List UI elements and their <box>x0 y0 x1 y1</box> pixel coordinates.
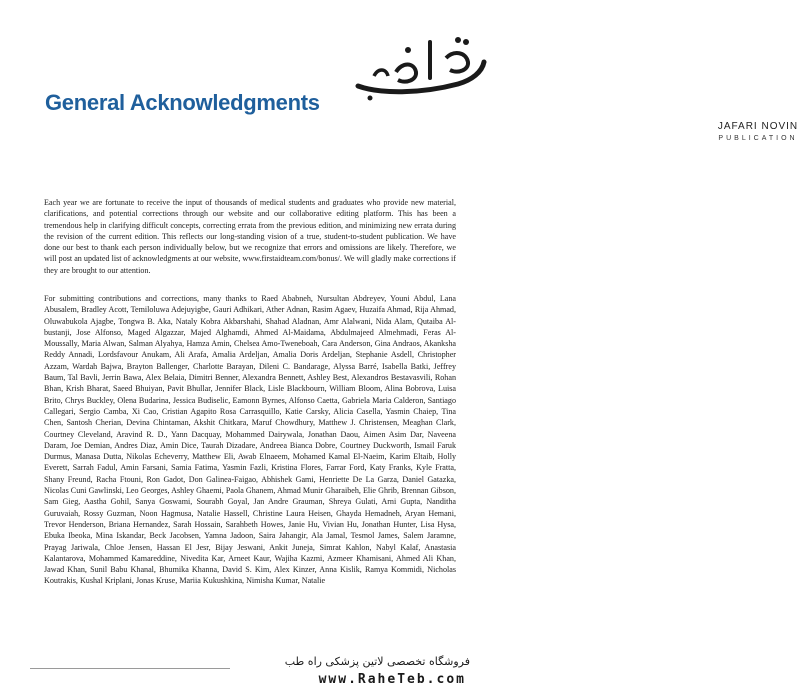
page-title: General Acknowledgments <box>45 90 320 115</box>
publisher-logo <box>340 8 799 148</box>
footer-website-link[interactable]: www.RaheTeb.com <box>318 672 466 687</box>
publisher-subtitle: PUBLICATION <box>718 135 798 142</box>
contributors-paragraph: For submitting contributions and corrections, many thanks to Raed Ababneh, Nursultan Abdreyev, Youni Abdul, Lana Abusalem, Bradley Acott, Temiloluwa Adejuyigbe, Gauri Adhikari, Ather Adnan, Rasim Agaev, Huzaifa Ahmad, Rija Ahmad, Oluwabukola Ajagbe, Tongwa B. Aka, Nataly Kobra Akbarshahi, Shahad Aladnan, Amr Alalwani, Nida Alam, Qutaiba Al-bustanji, Jose Alfonso, Maged Algazzar, Majed Alghamdi, Ahmed Al-Maidama, Abdulmajeed Almehmadi, Feras Al-Moussally, Maria Alwan, Salman Alyahya, Hamza Amin, Chelsea Amo-Tweneboah, Cara Anderson, Gina Andraos, Akanksha Reddy Annadi, Lordsfavour Anukam, Ali Arafa, Amalia Ardeljan, Amalia Doris Ardeljan, Stephanie Asdell, Christopher Azzam, Wardah Bajwa, Brayton Ballenger, Charlotte Barayan, Dileni C. Bandarage, Alyssa Barré, Isabella Batki, Jeffrey Baum, Tal Bavli, Jerrin Bawa, Alex Belaia, Dimitri Benner, Alexandra Bennett, Ashley Best, Alexandros Bestavasvili, Rohan Bhan, Krish Bharat, Saeed Bhuiyan, Pavit Bhullar, Jennifer Black, Lisle Blackbourn, William Bloom, Alina Bobrova, Luisa Brito, Chrys Buckley, Olena Budarina, Jessica Budiselic, Eamonn Byrnes, Alfonso Caetta, Gabriela Maria Calderon, Santiago Callegari, Sergio Camba, Xi Cao, Cristian Agapito Rosa Carrasquillo, Katie Carsky, Alicia Casella, Yasmin Chaiep, Tina Chen, Santosh Cherian, Devina Chintaman, Akshit Chitkara, Maruf Chowdhury, Matthew J. Christensen, Meaghan Clark, Courtney Cleveland, Aravind R. D., Yann Dacquay, Mohammed Dairywala, Jonathan Daou, Aimen Asim Dar, Naveena Daram, Joe Demian, Andres Diaz, Amin Dice, Taurah Dizadare, Andreea Bianca Dobre, Courtney Duckworth, Ismail Faruk Durmus, Manasa Dutta, Nikolas Echeverry, Matthew Eli, Awab Elnaeem, Mohamed Kamal El-Naeim, Karim Eltaib, Holly Everett, Sarrah Fadul, Amin Farsani, Samia Fatima, Yasmin Fazli, Kristina Flores, Farrar Ford, Katy Franks, Kyle Fratta, Shany Freund, Racha Ftouni, Ron Gadot, Don Galinea-Faigao, Abhishek Gami, Henriette De La Garza, Daniel Gatazka, Nicolas Cuni Gawlinski, Leo Georges, Ashley Ghaemi, Paola Ghanem, Ahmad Munir Gharaibeh, Elie Ghrib, Brennan Gibson, Sam Gieg, Aastha Gohil, Sanya Goswami, Sourabh Goyal, Jan Andre Grauman, Shreya Gulati, Arni Gupta, Nanditha Guruvaiah, Rossy Guzman, Noon Hagmusa, Natalie Hassell, Christine Laura Heisen, Ghayda Hemadneh, Aryan Hemani, Trevor Henderson, Briana Hernandez, Sarah Hossain, Sarahbeth Howes, Janie Hu, Vivian Hu, Jonathan Hunter, Lisa Hysa, Ebuka Ibeoka, Mina Iskandar, Beck Jacobsen, Yamna Jadoon, Saira Jahangir, Ala Jamal, Tesmol James, Salem Jaramne, Prayag Jariwala, Chloe Jensen, Hassan El Jesr, Bijay Jeswani, Ankit Juneja, Simrat Kahlon, Nabyl Kalaf, Anastasia Kalantarova, Mohammed Kamareddine, Nivedita Kar, Arneet Kaur, Wajiha Kazmi, Azmeer Khamisani, Ahmed Ali Khan, Jawad Khan, Sunil Babu Khanal, Bhumika Khanna, David S. Kim, Alex Kinzer, Anna Kislik, Ramya Kommidi, Nicholas Koutrakis, Kushal Kriplani, Jonas Kruse, Mariia Kukushkina, Nimisha Kumar, Natalie <box>44 294 456 586</box>
footer-store-name: فروشگاه تخصصی لاتین پزشکی راه طب <box>284 655 470 668</box>
footer-divider <box>30 668 230 669</box>
intro-paragraph: Each year we are fortunate to receive the input of thousands of medical students and graduates who provide new material, clarifications, and potential corrections through our website and our collaborative editing platform. This has been a tremendous help in clarifying difficult concepts, correcting errata from the previous edition, and minimizing new errata during the revision of the current edition. This reflects our long-standing vision of a true, student-to-student publication. We have done our best to thank each person individually below, but we recognize that errors and omissions are likely. Therefore, we will post an updated list of acknowledgments at our website, www.firstaidteam.com/bonus/. We will gladly make corrections if they are brought to our attention. <box>44 198 456 275</box>
publisher-name: JAFARI NOVIN <box>717 121 799 132</box>
calligraphy-logo-icon <box>350 28 500 108</box>
